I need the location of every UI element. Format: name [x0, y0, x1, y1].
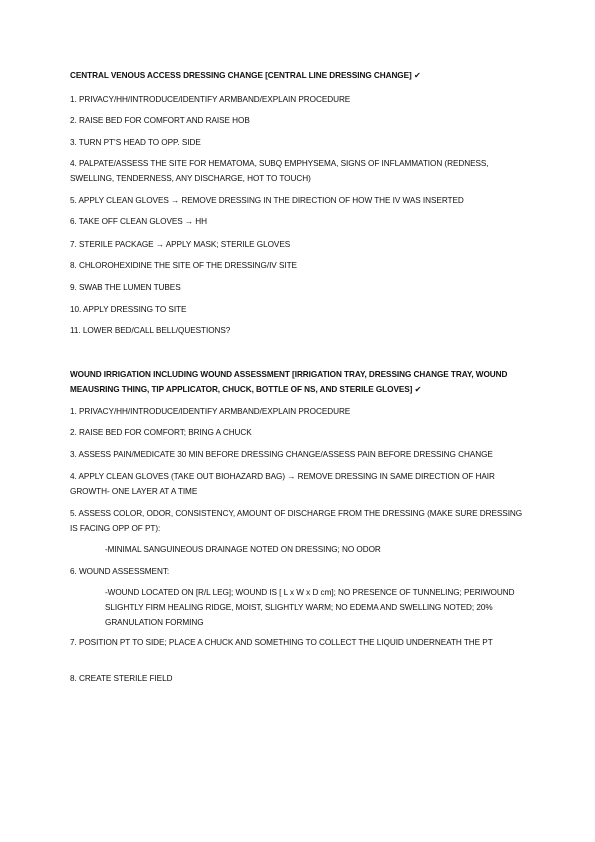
step-item: 2. RAISE BED FOR COMFORT AND RAISE HOB [70, 116, 250, 125]
step-item: 7. STERILE PACKAGE → APPLY MASK; STERILE GLOVES [70, 240, 291, 249]
section-heading-central-line: CENTRAL VENOUS ACCESS DRESSING CHANGE [CENTRAL LINE DRESSING CHANGE] ✔ [70, 71, 421, 80]
step-item: 1. PRIVACY/HH/INTRODUCE/IDENTIFY ARMBAND/EXPLAIN PROCEDURE [70, 407, 351, 416]
step-item: 8. CHLOROHEXIDINE THE SITE OF THE DRESSING/IV SITE [70, 261, 297, 270]
section-heading-wound-irrigation: WOUND IRRIGATION INCLUDING WOUND ASSESSMENT [IRRIGATION TRAY, DRESSING CHANGE TRAY, WOUND MEAUSRING THING, TIP APPLICATOR, CHUCK, BOTTLE OF NS, AND STERILE GLOVES] ✔ [70, 370, 508, 394]
step-item: 2. RAISE BED FOR COMFORT; BRING A CHUCK [70, 428, 252, 437]
step-item: 9. SWAB THE LUMEN TUBES [70, 283, 181, 292]
step-item: 11. LOWER BED/CALL BELL/QUESTIONS? [70, 326, 231, 335]
step-item: 8. CREATE STERILE FIELD [70, 674, 173, 683]
step-item: 4. APPLY CLEAN GLOVES (TAKE OUT BIOHAZARD BAG) → REMOVE DRESSING IN SAME DIRECTION OF HAIR GROWTH- ONE LAYER AT A TIME [70, 472, 495, 496]
step-item: 6. TAKE OFF CLEAN GLOVES → HH [70, 217, 208, 226]
step-item: 3. ASSESS PAIN/MEDICATE 30 MIN BEFORE DRESSING CHANGE/ASSESS PAIN BEFORE DRESSING CHANGE [70, 450, 493, 459]
step-item: 7. POSITION PT TO SIDE; PLACE A CHUCK AND SOMETHING TO COLLECT THE LIQUID UNDERNEATH THE PT [70, 638, 493, 647]
step-item: 10. APPLY DRESSING TO SITE [70, 305, 187, 314]
step-item: 3. TURN PT’S HEAD TO OPP. SIDE [70, 138, 201, 147]
step-item: 1. PRIVACY/HH/INTRODUCE/IDENTIFY ARMBAND/EXPLAIN PROCEDURE [70, 95, 351, 104]
step-item: 5. ASSESS COLOR, ODOR, CONSISTENCY, AMOUNT OF DISCHARGE FROM THE DRESSING (MAKE SURE DRESSING IS FACING OPP OF PT): [70, 509, 523, 533]
step-item: 4. PALPATE/ASSESS THE SITE FOR HEMATOMA, SUBQ EMPHYSEMA, SIGNS OF INFLAMMATION (REDNESS, SWELLING, TENDERNESS, ANY DISCHARGE, HOT TO TOUCH) [70, 159, 489, 183]
step-subnote: -MINIMAL SANGUINEOUS DRAINAGE NOTED ON DRESSING; NO ODOR [105, 545, 381, 554]
step-subnote: -WOUND LOCATED ON [R/L LEG]; WOUND IS [ L x W x D cm]; NO PRESENCE OF TUNNELING; PERIWOUND SLIGHTLY FIRM HEALING RIDGE, MOIST, SLIGHTLY WARM; NO EDEMA AND SWELLING NOTED; 20% GRANULATION FORMING [105, 588, 515, 627]
step-item: 6. WOUND ASSESSMENT: [70, 567, 170, 576]
step-item: 5. APPLY CLEAN GLOVES → REMOVE DRESSING IN THE DIRECTION OF HOW THE IV WAS INSERTED [70, 196, 464, 205]
